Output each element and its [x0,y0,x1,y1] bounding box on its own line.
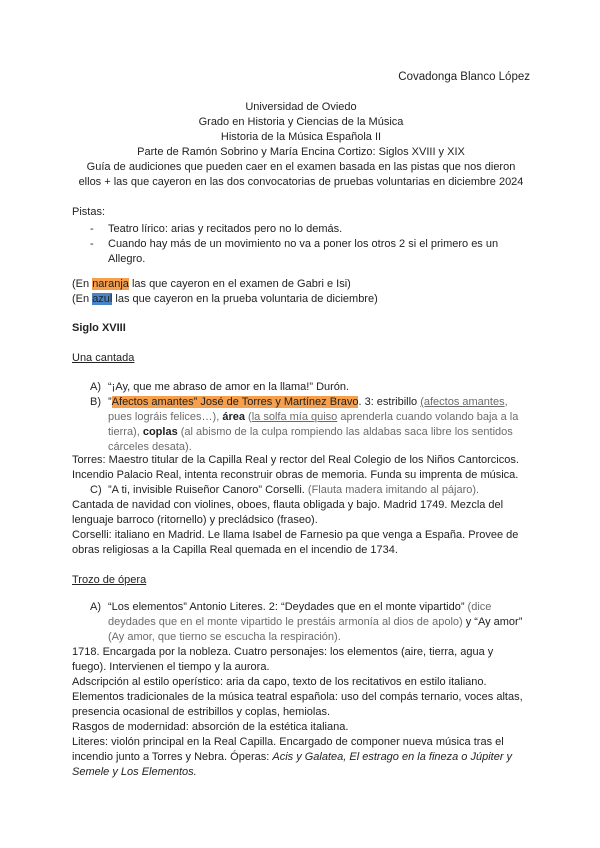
cantada-description: Cantada de navidad con violines, oboes, flauta obligada y bajo. Madrid 1749. Mezcla del lenguaje barroco (ritornello) y precládsico (fraseo). [72,499,504,526]
author-name: Covadonga Blanco López [398,71,530,83]
opera-list [72,600,530,645]
opera-notes [72,645,530,780]
legend-blue: (En azul las que cayeron en la prueba voluntaria de diciembre) [72,293,378,305]
pistas-title: Pistas: [72,206,106,218]
list-item: A) “¡Ay, que me abraso de amor en la llama!” Durón. [90,381,350,393]
opera-note: Literes: violón principal en la Real Capilla. Encargado de componer nueva música tras el incendio junto a Torres y Nebra. Óperas: Acis y Galatea, El estrago en la fineza o Júpiter y Semele y Los Elementos. [72,736,513,778]
opera-note: 1718. Encargada por la nobleza. Cuatro personajes: los elementos (aire, tierra, agua y fuego). Intervienen el tiempo y la aurora. [72,646,494,673]
header-description-1: Guía de audiciones que pueden caer en el examen basada en las pistas que nos dieron [86,161,516,173]
orange-highlight: naranja [92,278,129,290]
opera-note: Adscripción al estilo operístico: aria da capo, texto de los recitativos en estilo italiano. [72,676,487,688]
torres-paragraph: Torres: Maestro titular de la Capilla Real y rector del Real Colegio de los Niños Cantorcicos. Incendio Palacio Real, intenta reconstruir obras de memoria. Funda su imprenta de música. [72,454,519,481]
legend-orange: (En naranja las que cayeron en el examen de Gabri e Isi) [72,278,351,290]
opera-note: Elementos tradicionales de la música teatral española: uso del compás ternario, voces altas, presencia ocasional de estribillos y coplas, hemiolas. [72,691,523,718]
opera-title: Trozo de ópera [72,574,147,586]
document-header [72,100,530,190]
corselli-paragraph: Corselli: italiano en Madrid. Le llama Isabel de Farnesio pa que venga a España. Provee de obras religiosas a la Capilla Real quemada en el incendio de 1734. [72,529,519,556]
opera-note: Rasgos de modernidad: absorción de la estética italiana. [72,721,349,733]
header-university: Universidad de Oviedo [245,101,357,113]
section-title: Siglo XVIII [72,322,126,334]
color-legend [72,277,530,307]
pistas-item: - Cuando hay más de un movimiento no va a poner los otros 2 si el primero es un Allegro. [72,237,530,267]
pistas-list [72,222,530,267]
pistas-section [72,205,530,267]
header-degree: Grado en Historia y Ciencias de la Música [198,116,404,128]
header-description-2: ellos + las que cayeron en las dos convocatorias de pruebas voluntarias en diciembre 2024 [78,176,524,188]
cantada-list [72,380,530,455]
header-part: Parte de Ramón Sobrino y María Encina Cortizo: Siglos XVIII y XIX [137,146,465,158]
pistas-item: - Teatro lírico: arias y recitados pero no lo demás. [72,222,530,237]
cantada-list-c [72,483,530,498]
orange-highlight: Afectos amantes” José de Torres y Martínez Bravo [111,396,359,408]
blue-highlight: azul [92,293,113,305]
header-course: Historia de la Música Española II [220,131,382,143]
list-item: A) “Los elementos” Antonio Literes. 2: “Deydades que en el monte vipartido” (dice deydades que en el monte vipartido le prestáis armonía al dios de apolo) y “Ay amor” (Ay amor, que tierno se escucha la respiración). [90,601,523,643]
list-item: C) ”A ti, invisible Ruiseñor Canoro” Corselli. (Flauta madera imitando al pájaro). [90,484,480,496]
list-item: B) ”Afectos amantes” José de Torres y Martínez Bravo. 3: estribillo (afectos amantes, pues lográis felices…), área (la solfa mía quiso aprenderla cuando volando baja a la tierra), coplas (al abismo de la culpa rompiendo las aldabas saca libre los sentidos cárceles desata). [90,396,519,453]
cantada-title: Una cantada [72,352,135,364]
